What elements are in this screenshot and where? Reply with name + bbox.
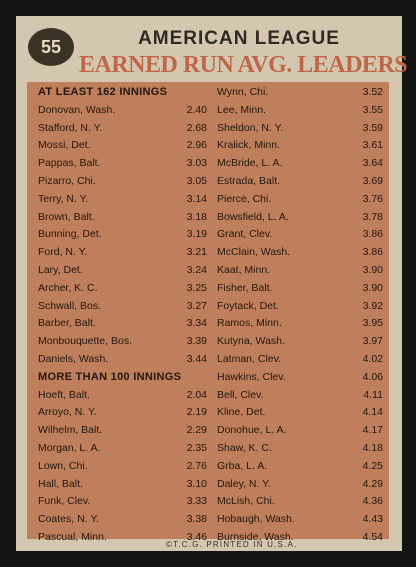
era-value: 4.36 — [362, 495, 383, 508]
player-name: McBride, L. A. — [217, 157, 283, 170]
era-value: 4.11 — [363, 388, 383, 401]
stat-row — [33, 404, 209, 422]
player-name: Pierce, Chi. — [217, 192, 272, 205]
player-name: Funk, Clev. — [38, 495, 91, 508]
era-value: 4.02 — [362, 352, 383, 365]
left-stats-column — [33, 84, 209, 547]
era-value: 3.21 — [186, 246, 207, 259]
stat-row — [33, 351, 209, 369]
era-value: 3.76 — [362, 192, 383, 205]
era-value: 3.52 — [362, 86, 383, 98]
player-name: Lary, Det. — [38, 263, 83, 276]
era-value: 3.14 — [186, 192, 207, 205]
player-name: Donovan, Wash. — [38, 103, 116, 116]
era-value: 3.90 — [362, 263, 383, 276]
stat-row — [217, 173, 385, 191]
stat-row — [217, 369, 385, 387]
player-name: Grba, L. A. — [217, 459, 268, 472]
player-name: Hobaugh, Wash. — [217, 513, 295, 526]
player-name: Ramos, Minn. — [217, 317, 282, 330]
stat-row — [217, 84, 385, 102]
stat-row — [33, 209, 209, 227]
player-name: Kralick, Minn. — [217, 139, 281, 152]
era-value: 2.68 — [186, 121, 207, 134]
stat-row — [33, 476, 209, 494]
stat-row — [217, 458, 385, 476]
player-name: Bunning, Det. — [38, 228, 102, 241]
stat-row — [33, 137, 209, 155]
era-value: 3.19 — [186, 228, 207, 241]
player-name: Bowsfield, L. A. — [217, 210, 289, 223]
era-value: 4.18 — [362, 441, 383, 454]
stat-row — [217, 155, 385, 173]
stats-panel — [27, 82, 389, 543]
stat-row — [33, 226, 209, 244]
player-name: Hoeft, Balt. — [38, 388, 90, 401]
player-name: Hawkins, Clev. — [217, 370, 286, 383]
era-value: 2.96 — [186, 139, 207, 152]
era-value: 2.35 — [186, 441, 207, 454]
player-name: Kline, Det. — [217, 406, 266, 419]
player-name: Kutyna, Wash. — [217, 335, 285, 348]
section-header — [33, 84, 209, 102]
era-value: 3.18 — [186, 210, 207, 223]
stat-row — [33, 315, 209, 333]
player-name: Pizarro, Chi. — [38, 174, 96, 187]
stat-row — [33, 440, 209, 458]
player-name: Morgan, L. A. — [38, 441, 101, 454]
era-value: 3.25 — [186, 281, 207, 294]
stat-row — [33, 387, 209, 405]
player-name: Monbouquette, Bos. — [38, 335, 132, 348]
era-value: 3.86 — [362, 246, 383, 259]
player-name: Bell, Clev. — [217, 388, 264, 401]
era-value: 3.46 — [186, 530, 207, 543]
right-stats-column — [217, 84, 385, 547]
era-value: 4.54 — [362, 530, 383, 543]
era-value: 3.86 — [362, 228, 383, 241]
stat-row — [217, 209, 385, 227]
era-value: 3.44 — [186, 352, 207, 365]
era-value: 3.61 — [362, 139, 383, 152]
player-name: Wynn, Chi. — [217, 86, 269, 98]
stat-row — [33, 155, 209, 173]
player-name: Hall, Balt. — [38, 477, 83, 490]
player-name: Fisher, Balt. — [217, 281, 273, 294]
stat-row — [217, 387, 385, 405]
era-value: 3.78 — [362, 210, 383, 223]
stat-row — [217, 351, 385, 369]
league-title: AMERICAN LEAGUE — [138, 28, 340, 49]
era-value: 3.05 — [186, 174, 207, 187]
player-name: Terry, N. Y. — [38, 192, 89, 205]
era-value: 4.06 — [362, 370, 383, 383]
stat-row — [217, 493, 385, 511]
stat-row — [217, 280, 385, 298]
player-name: Mossi, Det. — [38, 139, 91, 152]
era-value: 3.33 — [186, 495, 207, 508]
player-name: McClain, Wash. — [217, 246, 291, 259]
era-value: 3.55 — [362, 103, 383, 116]
stat-row — [33, 262, 209, 280]
player-name: Coates, N. Y. — [38, 513, 99, 526]
stat-row — [33, 298, 209, 316]
card-number-badge — [28, 28, 74, 66]
stat-row — [33, 173, 209, 191]
player-name: Grant, Clev. — [217, 228, 273, 241]
stat-row — [33, 493, 209, 511]
player-name: Pappas, Balt. — [38, 157, 101, 170]
card-number: 55 — [40, 36, 62, 57]
player-name: Stafford, N. Y. — [38, 121, 103, 134]
player-name: Ford, N. Y. — [38, 246, 88, 259]
player-name: Sheldon, N. Y. — [217, 121, 284, 134]
stat-row — [33, 511, 209, 529]
stat-row — [217, 120, 385, 138]
stat-row — [217, 191, 385, 209]
player-name: Wilhelm, Balt. — [38, 424, 103, 437]
era-value: 3.38 — [186, 513, 207, 526]
stat-row — [33, 333, 209, 351]
stat-row — [217, 315, 385, 333]
player-name: Daley, N. Y. — [217, 477, 271, 490]
card-subtitle: EARNED RUN AVG. LEADERS — [79, 52, 408, 78]
player-name: Shaw, K. C. — [217, 441, 272, 454]
baseball-card-back — [16, 16, 408, 551]
era-value: 3.90 — [362, 281, 383, 294]
stat-row — [33, 422, 209, 440]
player-name: Lee, Minn. — [217, 103, 267, 116]
section-header-label: MORE THAN 100 INNINGS — [38, 370, 182, 383]
player-name: Archer, K. C. — [38, 281, 98, 294]
stat-row — [33, 120, 209, 138]
player-name: Pascual, Minn. — [38, 530, 107, 543]
player-name: Foytack, Det. — [217, 299, 279, 312]
player-name: Estrada, Balt. — [217, 174, 281, 187]
era-value: 2.19 — [186, 406, 207, 419]
era-value: 4.29 — [362, 477, 383, 490]
stat-row — [217, 244, 385, 262]
stat-row — [217, 511, 385, 529]
stat-row — [217, 262, 385, 280]
stat-row — [217, 422, 385, 440]
section-header-label: AT LEAST 162 INNINGS — [38, 86, 168, 98]
era-value: 2.29 — [186, 424, 207, 437]
stat-row — [33, 102, 209, 120]
era-value: 3.69 — [362, 174, 383, 187]
stat-row — [217, 226, 385, 244]
stat-row — [217, 298, 385, 316]
stat-row — [33, 191, 209, 209]
era-value: 3.39 — [186, 335, 207, 348]
player-name: Daniels, Wash. — [38, 352, 109, 365]
stat-row — [217, 404, 385, 422]
stat-row — [217, 102, 385, 120]
era-value: 3.10 — [186, 477, 207, 490]
era-value: 2.04 — [186, 388, 207, 401]
stat-row — [217, 440, 385, 458]
stat-row — [33, 458, 209, 476]
player-name: McLish, Chi. — [217, 495, 275, 508]
era-value: 2.40 — [186, 103, 207, 116]
era-value: 3.27 — [186, 299, 207, 312]
stat-row — [33, 280, 209, 298]
player-name: Arroyo, N. Y. — [38, 406, 97, 419]
era-value: 3.24 — [186, 263, 207, 276]
stat-row — [217, 476, 385, 494]
section-header — [33, 369, 209, 387]
player-name: Brown, Balt. — [38, 210, 95, 223]
era-value: 3.92 — [362, 299, 383, 312]
stat-row — [217, 333, 385, 351]
era-value: 3.03 — [186, 157, 207, 170]
era-value: 4.17 — [362, 424, 383, 437]
stat-row — [217, 137, 385, 155]
player-name: Lown, Chi. — [38, 459, 88, 472]
player-name: Schwall, Bos. — [38, 299, 102, 312]
era-value: 3.59 — [362, 121, 383, 134]
player-name: Barber, Balt. — [38, 317, 96, 330]
era-value: 2.76 — [186, 459, 207, 472]
era-value: 4.14 — [362, 406, 383, 419]
era-value: 4.43 — [362, 513, 383, 526]
era-value: 3.34 — [186, 317, 207, 330]
stat-row — [33, 244, 209, 262]
era-value: 4.25 — [362, 459, 383, 472]
era-value: 3.97 — [362, 335, 383, 348]
copyright-footer: ©T.C.G. PRINTED IN U.S.A. — [166, 540, 298, 549]
era-value: 3.64 — [362, 157, 383, 170]
player-name: Burnside, Wash. — [217, 530, 294, 543]
player-name: Latman, Clev. — [217, 352, 281, 365]
era-value: 3.95 — [362, 317, 383, 330]
player-name: Donohue, L. A. — [217, 424, 287, 437]
player-name: Kaat, Minn. — [217, 263, 271, 276]
